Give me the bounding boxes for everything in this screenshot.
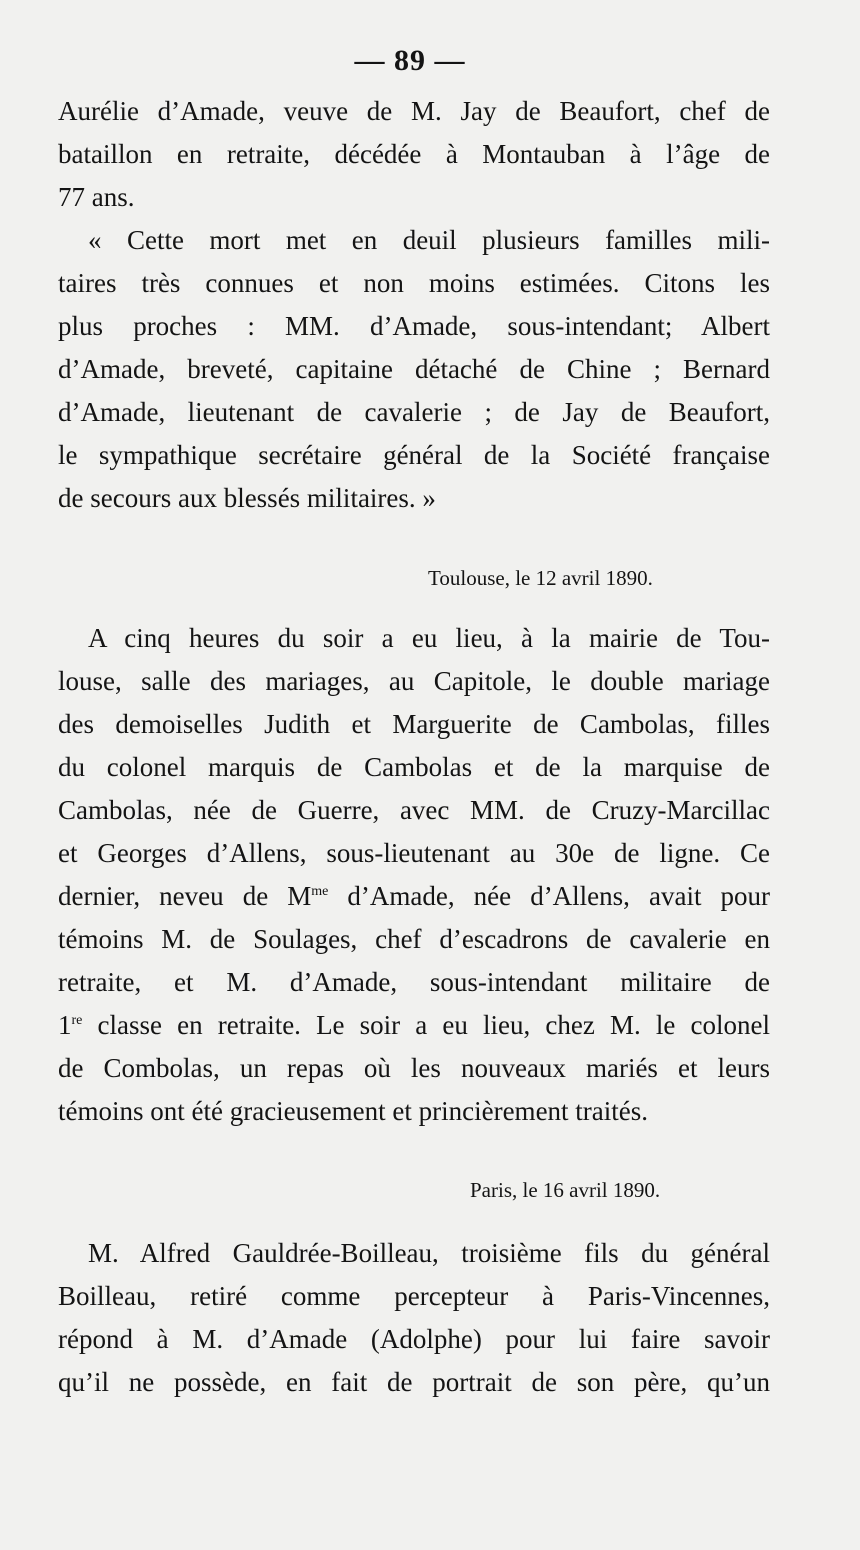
text-line — [58, 876, 770, 916]
text-line: qu’il ne possède, en fait de portrait de son père, qu’un — [58, 1367, 770, 1397]
superscript: me — [311, 884, 329, 899]
text-line: bataillon en retraite, décédée à Montauban à l’âge de — [58, 139, 770, 169]
text-line: plus proches : MM. d’Amade, sous-intendant; Albert — [58, 311, 770, 341]
text-line: témoins ont été gracieusement et princièrement traités. — [58, 1096, 649, 1126]
text-line: Cambolas, née de Guerre, avec MM. de Cruzy-Marcillac — [58, 795, 770, 825]
text-line: Boilleau, retiré comme percepteur à Paris-Vincennes, — [58, 1281, 770, 1311]
text-line: témoins M. de Soulages, chef d’escadrons de cavalerie en — [58, 924, 770, 954]
text-line: le sympathique secrétaire général de la Société française — [58, 440, 770, 470]
dateline: Toulouse, le 12 avril 1890. — [428, 566, 653, 590]
text-line: et Georges d’Allens, sous-lieutenant au 30e de ligne. Ce — [58, 838, 770, 868]
text-line: d’Amade, lieutenant de cavalerie ; de Jay de Beaufort, — [58, 397, 770, 427]
text-segment: dernier, neveu de M — [58, 881, 312, 911]
text-line: de secours aux blessés militaires. » — [58, 483, 436, 513]
text-segment: classe en retraite. Le soir a eu lieu, chez M. le colonel — [82, 1010, 770, 1040]
text-line: répond à M. d’Amade (Adolphe) pour lui faire savoir — [58, 1324, 770, 1354]
text-line: louse, salle des mariages, au Capitole, le double mariage — [58, 666, 770, 696]
dateline: Paris, le 16 avril 1890. — [470, 1178, 661, 1202]
text-line: Aurélie d’Amade, veuve de M. Jay de Beaufort, chef de — [58, 96, 770, 126]
text-line: M. Alfred Gauldrée-Boilleau, troisième fils du général — [88, 1238, 770, 1268]
text-line: des demoiselles Judith et Marguerite de Cambolas, filles — [58, 709, 770, 739]
text-line: A cinq heures du soir a eu lieu, à la mairie de Tou- — [88, 623, 770, 653]
text-segment: 1 — [58, 1010, 72, 1040]
page-number: — 89 — — [354, 44, 466, 77]
text-line: « Cette mort met en deuil plusieurs familles mili- — [88, 225, 770, 255]
text-line: retraite, et M. d’Amade, sous-intendant militaire de — [58, 967, 770, 997]
text-line: 77 ans. — [58, 182, 135, 212]
text-line — [58, 1005, 770, 1045]
text-segment: d’Amade, née d’Allens, avait pour — [328, 881, 770, 911]
superscript: re — [71, 1013, 83, 1028]
text-line: d’Amade, breveté, capitaine détaché de Chine ; Bernard — [58, 354, 770, 384]
text-line: taires très connues et non moins estimées. Citons les — [58, 268, 770, 298]
text-line: du colonel marquis de Cambolas et de la marquise de — [58, 752, 770, 782]
text-line: de Combolas, un repas où les nouveaux mariés et leurs — [58, 1053, 770, 1083]
